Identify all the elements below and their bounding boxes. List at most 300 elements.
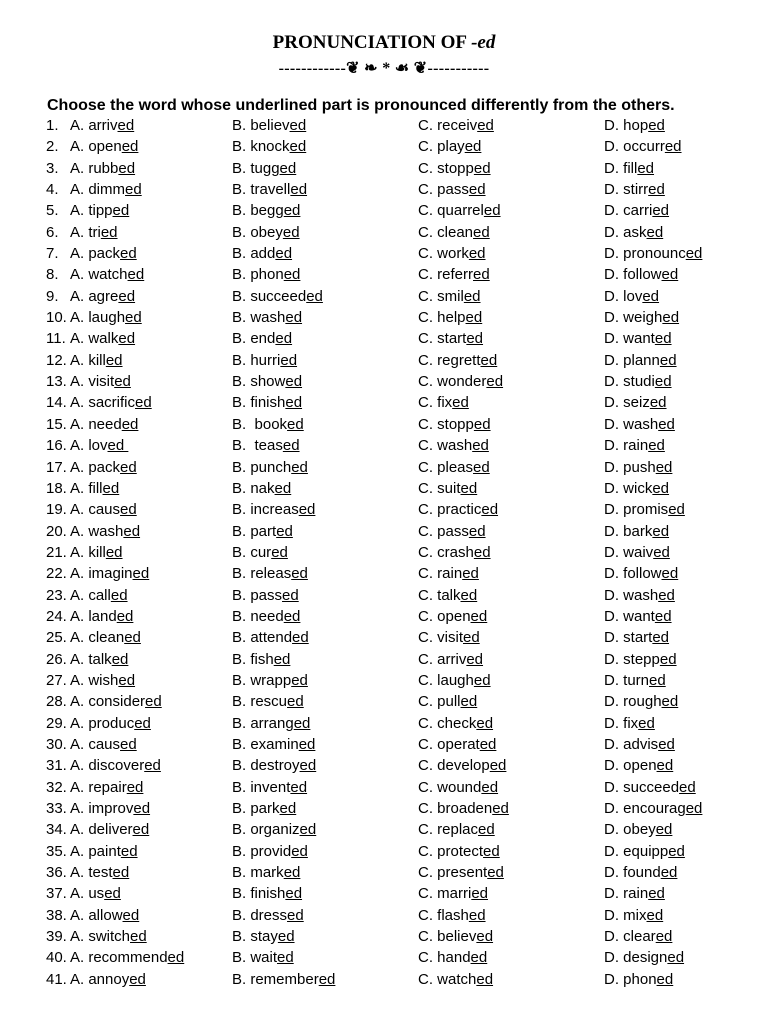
option-b <box>232 544 288 561</box>
underlined-ending: ed <box>290 778 308 796</box>
underlined-ending: ed <box>145 693 162 711</box>
option-stem: A. switch <box>70 928 131 946</box>
option-b <box>232 288 323 305</box>
option-b <box>232 693 304 710</box>
option-a <box>70 266 144 283</box>
option-stem: A. clean <box>70 629 125 647</box>
option-stem: C. protect <box>418 842 484 860</box>
option-d <box>604 800 702 817</box>
underlined-ending: ed <box>289 138 307 156</box>
underlined-ending: ed <box>287 415 304 433</box>
question-number: 34. <box>46 821 67 839</box>
option-stem: D. mix <box>604 906 647 924</box>
underlined-ending: ed <box>472 437 489 455</box>
underlined-ending: ed <box>279 159 297 177</box>
option-c <box>418 928 493 945</box>
option-stem: B. examin <box>232 735 299 753</box>
underlined-ending: ed <box>273 650 291 668</box>
option-stem: D. stepp <box>604 650 660 668</box>
underlined-ending: ed <box>648 437 665 455</box>
option-stem: B. believ <box>232 117 290 134</box>
option-a <box>70 394 152 411</box>
underlined-ending: ed <box>285 373 303 391</box>
option-b <box>232 971 335 988</box>
underlined-ending: ed <box>465 309 483 327</box>
underlined-ending: ed <box>283 864 301 882</box>
option-c <box>418 949 487 966</box>
option-c <box>418 160 491 177</box>
option-stem: B. succeed <box>232 287 307 305</box>
option-a <box>70 224 118 241</box>
option-d <box>604 736 675 753</box>
question-number: 39. <box>46 928 67 946</box>
option-stem: A. need <box>70 415 122 433</box>
underlined-ending: ed <box>116 607 134 625</box>
option-stem: C. clean <box>418 223 474 241</box>
option-d <box>604 971 673 988</box>
underlined-ending: ed <box>290 181 308 199</box>
option-stem: D. rain <box>604 885 649 903</box>
question-number: 33. <box>46 800 67 817</box>
question-number: 14. <box>46 394 67 412</box>
option-a <box>70 544 123 561</box>
option-stem: B. fish <box>232 650 274 668</box>
option-a <box>70 330 135 347</box>
underlined-ending: ed <box>112 202 130 220</box>
underlined-ending: ed <box>668 501 685 519</box>
underlined-ending: ed <box>118 159 136 177</box>
option-a <box>70 309 142 326</box>
option-stem: C. wash <box>418 437 473 455</box>
option-b <box>232 266 300 283</box>
question-number: 2. <box>46 138 59 156</box>
underlined-ending: ed <box>655 458 673 476</box>
option-stem: A. fill <box>70 479 103 497</box>
underlined-ending: ed <box>471 885 489 903</box>
option-c <box>418 394 469 411</box>
underlined-ending: ed <box>291 458 308 476</box>
underlined-ending: ed <box>662 309 680 327</box>
option-stem: C. believ <box>418 928 477 946</box>
underlined-ending: ed <box>653 543 670 561</box>
option-stem: A. arriv <box>70 117 118 134</box>
option-c <box>418 800 509 817</box>
option-stem: D. fix <box>604 714 639 732</box>
option-stem: C. arriv <box>418 650 467 668</box>
question-number: 38. <box>46 906 67 924</box>
option-d <box>604 160 654 177</box>
question-row <box>0 115 768 136</box>
question-row <box>0 243 768 264</box>
option-stem: A. allow <box>70 906 123 924</box>
option-stem: A. kill <box>70 351 106 369</box>
underlined-ending: ed <box>463 629 480 647</box>
underlined-ending: ed <box>658 735 675 753</box>
underlined-ending: ed <box>123 522 141 540</box>
option-stem: D. weigh <box>604 309 663 327</box>
option-stem: B. tugg <box>232 159 280 177</box>
option-a <box>70 160 135 177</box>
option-c <box>418 330 483 347</box>
question-number: 32. <box>46 778 67 796</box>
option-stem: B. book <box>232 415 288 433</box>
question-row <box>0 841 768 862</box>
option-d <box>604 373 672 390</box>
underlined-ending: ed <box>293 714 311 732</box>
underlined-ending: ed <box>480 351 498 369</box>
question-number: 35. <box>46 842 67 860</box>
option-a <box>70 437 128 454</box>
option-d <box>604 224 663 241</box>
underlined-ending: ed <box>125 181 142 199</box>
option-c <box>418 843 500 860</box>
underlined-ending: ed <box>105 351 123 369</box>
option-stem: D. follow <box>604 565 662 583</box>
question-row <box>0 883 768 904</box>
question-row <box>0 307 768 328</box>
option-c <box>418 245 486 262</box>
option-d <box>604 843 685 860</box>
option-stem: C. wonder <box>418 373 487 391</box>
option-c <box>418 459 490 476</box>
underlined-ending: ed <box>277 928 295 946</box>
underlined-ending: ed <box>318 970 336 988</box>
option-a <box>70 459 137 476</box>
question-number: 30. <box>46 735 67 753</box>
underlined-ending: ed <box>470 607 488 625</box>
underlined-ending: ed <box>473 266 490 284</box>
option-a <box>70 736 137 753</box>
underlined-ending: ed <box>282 437 300 455</box>
option-stem: D. waiv <box>604 543 654 561</box>
option-d <box>604 949 684 966</box>
underlined-ending: ed <box>299 757 317 775</box>
option-c <box>418 437 489 454</box>
option-stem: C. pass <box>418 522 469 540</box>
option-c <box>418 779 498 796</box>
option-stem: D. start <box>604 629 653 647</box>
option-stem: C. broaden <box>418 800 493 817</box>
option-d <box>604 608 672 625</box>
underlined-ending: ed <box>661 693 679 711</box>
option-d <box>604 757 673 774</box>
underlined-ending: ed <box>648 885 665 903</box>
option-a <box>70 288 135 305</box>
question-row <box>0 158 768 179</box>
underlined-ending: ed <box>102 479 120 497</box>
underlined-ending: ed <box>473 159 491 177</box>
option-stem: C. present <box>418 864 488 882</box>
option-d <box>604 928 672 945</box>
option-stem: B. add <box>232 245 276 263</box>
underlined-ending: ed <box>291 565 308 583</box>
option-stem: B. nak <box>232 479 275 497</box>
option-stem: D. fill <box>604 159 638 177</box>
option-stem: C. smil <box>418 287 464 305</box>
option-stem: B. phon <box>232 266 284 284</box>
option-stem: D. open <box>604 757 657 775</box>
option-stem: C. stopp <box>418 415 474 433</box>
option-c <box>418 373 503 390</box>
underlined-ending: ed <box>466 650 484 668</box>
underlined-ending: ed <box>649 671 666 689</box>
option-stem: C. replac <box>418 821 479 839</box>
option-stem: C. watch <box>418 970 477 988</box>
option-b <box>232 309 302 326</box>
option-b <box>232 715 310 732</box>
option-a <box>70 885 121 902</box>
question-number: 37. <box>46 885 67 903</box>
question-row <box>0 926 768 947</box>
option-stem: C. open <box>418 607 471 625</box>
underlined-ending: ed <box>122 906 140 924</box>
underlined-ending: ed <box>654 373 672 391</box>
underlined-ending: ed <box>133 800 151 817</box>
option-c <box>418 288 481 305</box>
option-b <box>232 480 291 497</box>
option-a <box>70 693 162 710</box>
underlined-ending: ed <box>291 671 308 689</box>
question-row <box>0 585 768 606</box>
question-number: 20. <box>46 522 67 540</box>
option-stem: A. test <box>70 864 113 882</box>
option-a <box>70 523 140 540</box>
option-stem: D. found <box>604 864 661 882</box>
question-row <box>0 734 768 755</box>
underlined-ending: ed <box>285 885 303 903</box>
option-stem: C. receiv <box>418 117 478 134</box>
option-d <box>604 138 682 155</box>
question-number: 3. <box>46 159 59 177</box>
underlined-ending: ed <box>298 735 316 753</box>
underlined-ending: ed <box>120 501 137 519</box>
option-d <box>604 459 672 476</box>
underlined-ending: ed <box>298 501 316 519</box>
option-stem: D. promis <box>604 501 669 519</box>
option-stem: A. laugh <box>70 309 126 327</box>
option-stem: A. paint <box>70 842 121 860</box>
option-b <box>232 330 292 347</box>
option-stem: B. rescu <box>232 693 288 711</box>
option-a <box>70 501 137 518</box>
underlined-ending: ed <box>654 607 672 625</box>
question-row <box>0 521 768 542</box>
underlined-ending: ed <box>112 864 130 882</box>
underlined-ending: ed <box>637 159 655 177</box>
option-stem: A. consider <box>70 693 146 711</box>
underlined-ending: ed <box>120 245 137 263</box>
option-a <box>70 779 143 796</box>
option-stem: C. laugh <box>418 671 474 689</box>
question-row <box>0 478 768 499</box>
option-b <box>232 501 315 518</box>
option-d <box>604 629 669 646</box>
option-stem: D. want <box>604 607 655 625</box>
question-number: 12. <box>46 351 67 369</box>
option-c <box>418 480 477 497</box>
question-row <box>0 969 768 990</box>
option-c <box>418 544 491 561</box>
question-number: 15. <box>46 415 67 433</box>
option-b <box>232 608 300 625</box>
underlined-ending: ed <box>656 757 674 775</box>
option-d <box>604 501 685 518</box>
underlined-ending: ed <box>652 202 670 220</box>
question-number: 18. <box>46 479 67 497</box>
option-b <box>232 138 306 155</box>
option-stem: C. start <box>418 330 467 348</box>
option-stem: D. follow <box>604 266 662 284</box>
option-stem: D. equipp <box>604 842 669 860</box>
underlined-ending: ed <box>486 373 504 391</box>
question-row <box>0 798 768 819</box>
option-stem: D. wash <box>604 586 659 604</box>
option-c <box>418 715 493 732</box>
underlined-ending: ed <box>460 693 478 711</box>
option-stem: D. rain <box>604 437 649 455</box>
option-stem: A. lov <box>70 437 108 455</box>
underlined-ending: ed <box>144 757 161 775</box>
underlined-ending: ed <box>120 735 137 753</box>
option-stem: B. park <box>232 800 280 817</box>
option-a <box>70 672 135 689</box>
underlined-ending: ed <box>120 458 137 476</box>
option-a <box>70 949 184 966</box>
question-row <box>0 947 768 968</box>
underlined-ending: ed <box>283 266 301 284</box>
option-c <box>418 565 479 582</box>
question-row <box>0 222 768 243</box>
question-row <box>0 691 768 712</box>
option-d <box>604 587 675 604</box>
option-stem: A. call <box>70 586 111 604</box>
question-number: 23. <box>46 586 67 604</box>
underlined-ending: ed <box>279 800 297 817</box>
option-b <box>232 459 308 476</box>
option-stem: C. practic <box>418 501 482 519</box>
option-b <box>232 843 308 860</box>
question-row <box>0 777 768 798</box>
option-b <box>232 928 295 945</box>
underlined-ending: ed <box>642 287 660 305</box>
option-stem: C. fix <box>418 394 453 412</box>
question-number: 6. <box>46 223 59 241</box>
underlined-ending: ed <box>280 351 298 369</box>
option-stem: C. pull <box>418 693 461 711</box>
option-stem: D. wick <box>604 479 653 497</box>
option-stem: B. invent <box>232 778 291 796</box>
underlined-ending: ed <box>476 714 494 732</box>
option-stem: D. clear <box>604 928 656 946</box>
option-a <box>70 352 123 369</box>
underlined-ending: ed <box>282 586 299 604</box>
option-stem: C. develop <box>418 757 490 775</box>
underlined-ending: ed <box>105 543 123 561</box>
option-b <box>232 587 299 604</box>
underlined-ending: ed <box>468 522 486 540</box>
question-number: 19. <box>46 501 67 519</box>
option-stem: D. succeed <box>604 778 680 796</box>
underlined-ending: ed <box>483 842 500 860</box>
option-stem: D. hop <box>604 117 649 134</box>
question-row <box>0 179 768 200</box>
underlined-ending: ed <box>289 117 307 134</box>
option-b <box>232 523 293 540</box>
option-d <box>604 864 677 881</box>
option-d <box>604 352 677 369</box>
option-stem: B. travell <box>232 181 291 199</box>
option-stem: B. pass <box>232 586 283 604</box>
underlined-ending: ed <box>646 906 664 924</box>
option-d <box>604 117 665 134</box>
underlined-ending: ed <box>463 287 481 305</box>
option-a <box>70 971 146 988</box>
option-stem: D. occurr <box>604 138 665 156</box>
underlined-ending: ed <box>638 714 655 732</box>
underlined-ending: ed <box>481 501 499 519</box>
question-row <box>0 627 768 648</box>
underlined-ending: ed <box>306 287 323 305</box>
question-row <box>0 457 768 478</box>
underlined-ending: ed <box>271 543 288 561</box>
underlined-ending: ed <box>299 821 317 839</box>
option-c <box>418 608 487 625</box>
option-stem: A. improv <box>70 800 134 817</box>
underlined-ending: ed <box>129 970 146 988</box>
underlined-ending: ed <box>468 245 486 263</box>
underlined-ending: ed <box>107 437 129 455</box>
underlined-ending: ed <box>468 906 486 924</box>
title-suffix: -ed <box>471 32 496 53</box>
question-row <box>0 371 768 392</box>
option-d <box>604 480 669 497</box>
option-a <box>70 608 133 625</box>
option-b <box>232 394 302 411</box>
option-stem: B. show <box>232 373 286 391</box>
underlined-ending: ed <box>285 309 303 327</box>
option-a <box>70 843 138 860</box>
option-stem: C. marri <box>418 885 472 903</box>
title-prefix: PRONUNCIATION OF <box>272 32 472 53</box>
option-stem: C. crash <box>418 543 474 561</box>
question-number: 5. <box>46 202 59 220</box>
option-stem: D. push <box>604 458 656 476</box>
underlined-ending: ed <box>477 117 494 134</box>
option-a <box>70 117 134 134</box>
question-row <box>0 350 768 371</box>
option-stem: D. stirr <box>604 181 649 199</box>
option-stem: D. lov <box>604 287 643 305</box>
option-d <box>604 821 672 838</box>
question-row <box>0 200 768 221</box>
underlined-ending: ed <box>685 245 703 263</box>
question-row <box>0 542 768 563</box>
underlined-ending: ed <box>276 522 293 540</box>
option-a <box>70 928 147 945</box>
option-stem: C. suit <box>418 479 461 497</box>
question-list <box>0 115 768 990</box>
option-c <box>418 864 504 881</box>
underlined-ending: ed <box>292 629 309 647</box>
option-b <box>232 416 304 433</box>
underlined-ending: ed <box>473 415 491 433</box>
option-stem: B. knock <box>232 138 290 156</box>
option-stem: A. wish <box>70 671 119 689</box>
underlined-ending: ed <box>132 821 150 839</box>
option-stem: B. remember <box>232 970 319 988</box>
option-d <box>604 544 670 561</box>
underlined-ending: ed <box>492 800 509 817</box>
